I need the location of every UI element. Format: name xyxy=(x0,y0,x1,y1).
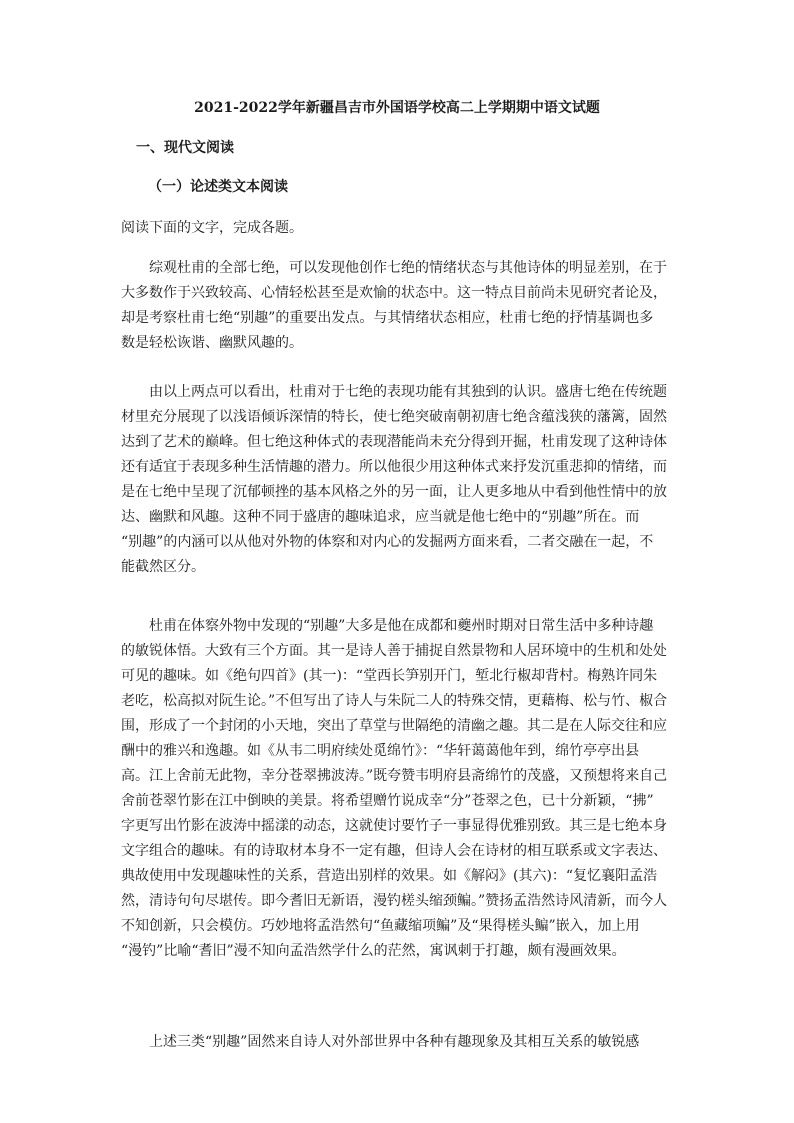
paragraph-line: 能截然区分。 xyxy=(121,559,205,575)
paragraph-line: 达、幽默和风趣。这种不同于盛唐的趣味追求，应当就是他七绝中的“别趣”所在。而 xyxy=(121,509,640,525)
paragraph-line: 是在七绝中呈现了沉郁顿挫的基本风格之外的另一面，让人更多地从中看到他性情中的放 xyxy=(121,484,667,500)
paragraph-line: “漫钓”比喻“耆旧”漫不知向孟浩然学什么的茫然，寓讽刺于打趣，颇有漫画效果。 xyxy=(121,943,626,959)
paragraph-line: 大多数作于兴致较高、心情轻松甚至是欢愉的状态中。这一特点目前尚未见研究者论及， xyxy=(121,285,667,301)
paragraph-line: 上述三类“别趣”固然来自诗人对外部世界中各种有趣现象及其相互关系的敏锐感 xyxy=(149,1034,640,1050)
paragraph-line: 杜甫在体察外物中发现的“别趣”大多是他在成都和夔州时期对日常生活中多种诗趣 xyxy=(149,618,654,634)
section-heading: 一、现代文阅读 xyxy=(136,140,234,156)
paragraph-3 xyxy=(121,614,681,964)
paragraph-line: 酬中的雅兴和逸趣。如《从韦二明府续处觅绵竹》：“华轩蔼蔼他年到，绵竹亭亭出县 xyxy=(121,743,640,759)
paragraph-line: 然，清诗句句尽堪传。即今耆旧无新语，漫钓槎头缩颈鳊。”赞扬孟浩然诗风清新，而今人 xyxy=(121,893,668,909)
paragraph-2 xyxy=(121,380,681,580)
paragraph-line: 不知创新，只会模仿。巧妙地将孟浩然句“鱼藏缩项鳊”及“果得槎头鳊”嵌入，加上用 xyxy=(121,918,640,934)
subsection-heading: （一）论述类文本阅读 xyxy=(148,179,288,195)
paragraph-line: 却是考察杜甫七绝“别趣”的重要出发点。与其情绪状态相应，杜甫七绝的抒情基调也多 xyxy=(121,310,654,326)
paragraph-line: 文字组合的趣味。有的诗取材本身不一定有趣，但诗人会在诗材的相互联系或文字表达、 xyxy=(121,843,667,859)
paragraph-line: 高。江上舍前无此物，幸分苍翠拂波涛。”既夸赞韦明府县斋绵竹的茂盛，又预想将来自己 xyxy=(121,768,668,784)
paragraph-1 xyxy=(121,256,681,356)
instruction-text: 阅读下面的文字，完成各题。 xyxy=(121,220,303,236)
paragraph-line: 综观杜甫的全部七绝，可以发现他创作七绝的情绪状态与其他诗体的明显差别，在于 xyxy=(149,260,667,276)
paragraph-line: 可见的趣味。如《绝句四首》(其一)：“堂西长笋别开门，堑北行椒却背村。梅熟许同朱 xyxy=(121,668,658,684)
paragraph-line: 数是轻松诙谐、幽默风趣的。 xyxy=(121,335,303,351)
paragraph-line: 材里充分展现了以浅语倾诉深情的特长，使七绝突破南朝初唐七绝含蕴浅狭的藩篱，固然 xyxy=(121,409,667,425)
paragraph-line: 还有适宜于表现多种生活情趣的潜力。所以他很少用这种体式来抒发沉重悲抑的情绪，而 xyxy=(121,459,667,475)
document-title: 2021-2022学年新疆昌吉市外国语学校高二上学期期中语文试题 xyxy=(194,100,600,116)
paragraph-line: “别趣”的内涵可以从他对外物的体察和对内心的发掘两方面来看，二者交融在一起，不 xyxy=(121,534,654,550)
paragraph-line: 典故使用中发现趣味性的关系，营造出别样的效果。如《解闷》(其六)：“复忆襄阳孟浩 xyxy=(121,868,658,884)
paragraph-line: 由以上两点可以看出，杜甫对于七绝的表现功能有其独到的认识。盛唐七绝在传统题 xyxy=(149,384,667,400)
paragraph-line: 围，形成了一个封闭的小天地，突出了草堂与世隔绝的清幽之趣。其二是在人际交往和应 xyxy=(121,718,667,734)
paragraph-line: 达到了艺术的巅峰。但七绝这种体式的表现潜能尚未充分得到开掘，杜甫发现了这种诗体 xyxy=(121,434,667,450)
paragraph-line: 的敏锐体悟。大致有三个方面。其一是诗人善于捕捉自然景物和人居环境中的生机和处处 xyxy=(121,643,667,659)
paragraph-line: 老吃，松高拟对阮生论。”不但写出了诗人与朱阮二人的特殊交情，更藉梅、松与竹、椒合 xyxy=(121,693,668,709)
paragraph-line: 舍前苍翠竹影在江中倒映的美景。将希望赠竹说成幸“分”苍翠之色，已十分新颖，“拂” xyxy=(121,793,654,809)
paragraph-4 xyxy=(121,1030,681,1055)
paragraph-line: 字更写出竹影在波涛中摇漾的动态，这就使讨要竹子一事显得优雅别致。其三是七绝本身 xyxy=(121,818,667,834)
